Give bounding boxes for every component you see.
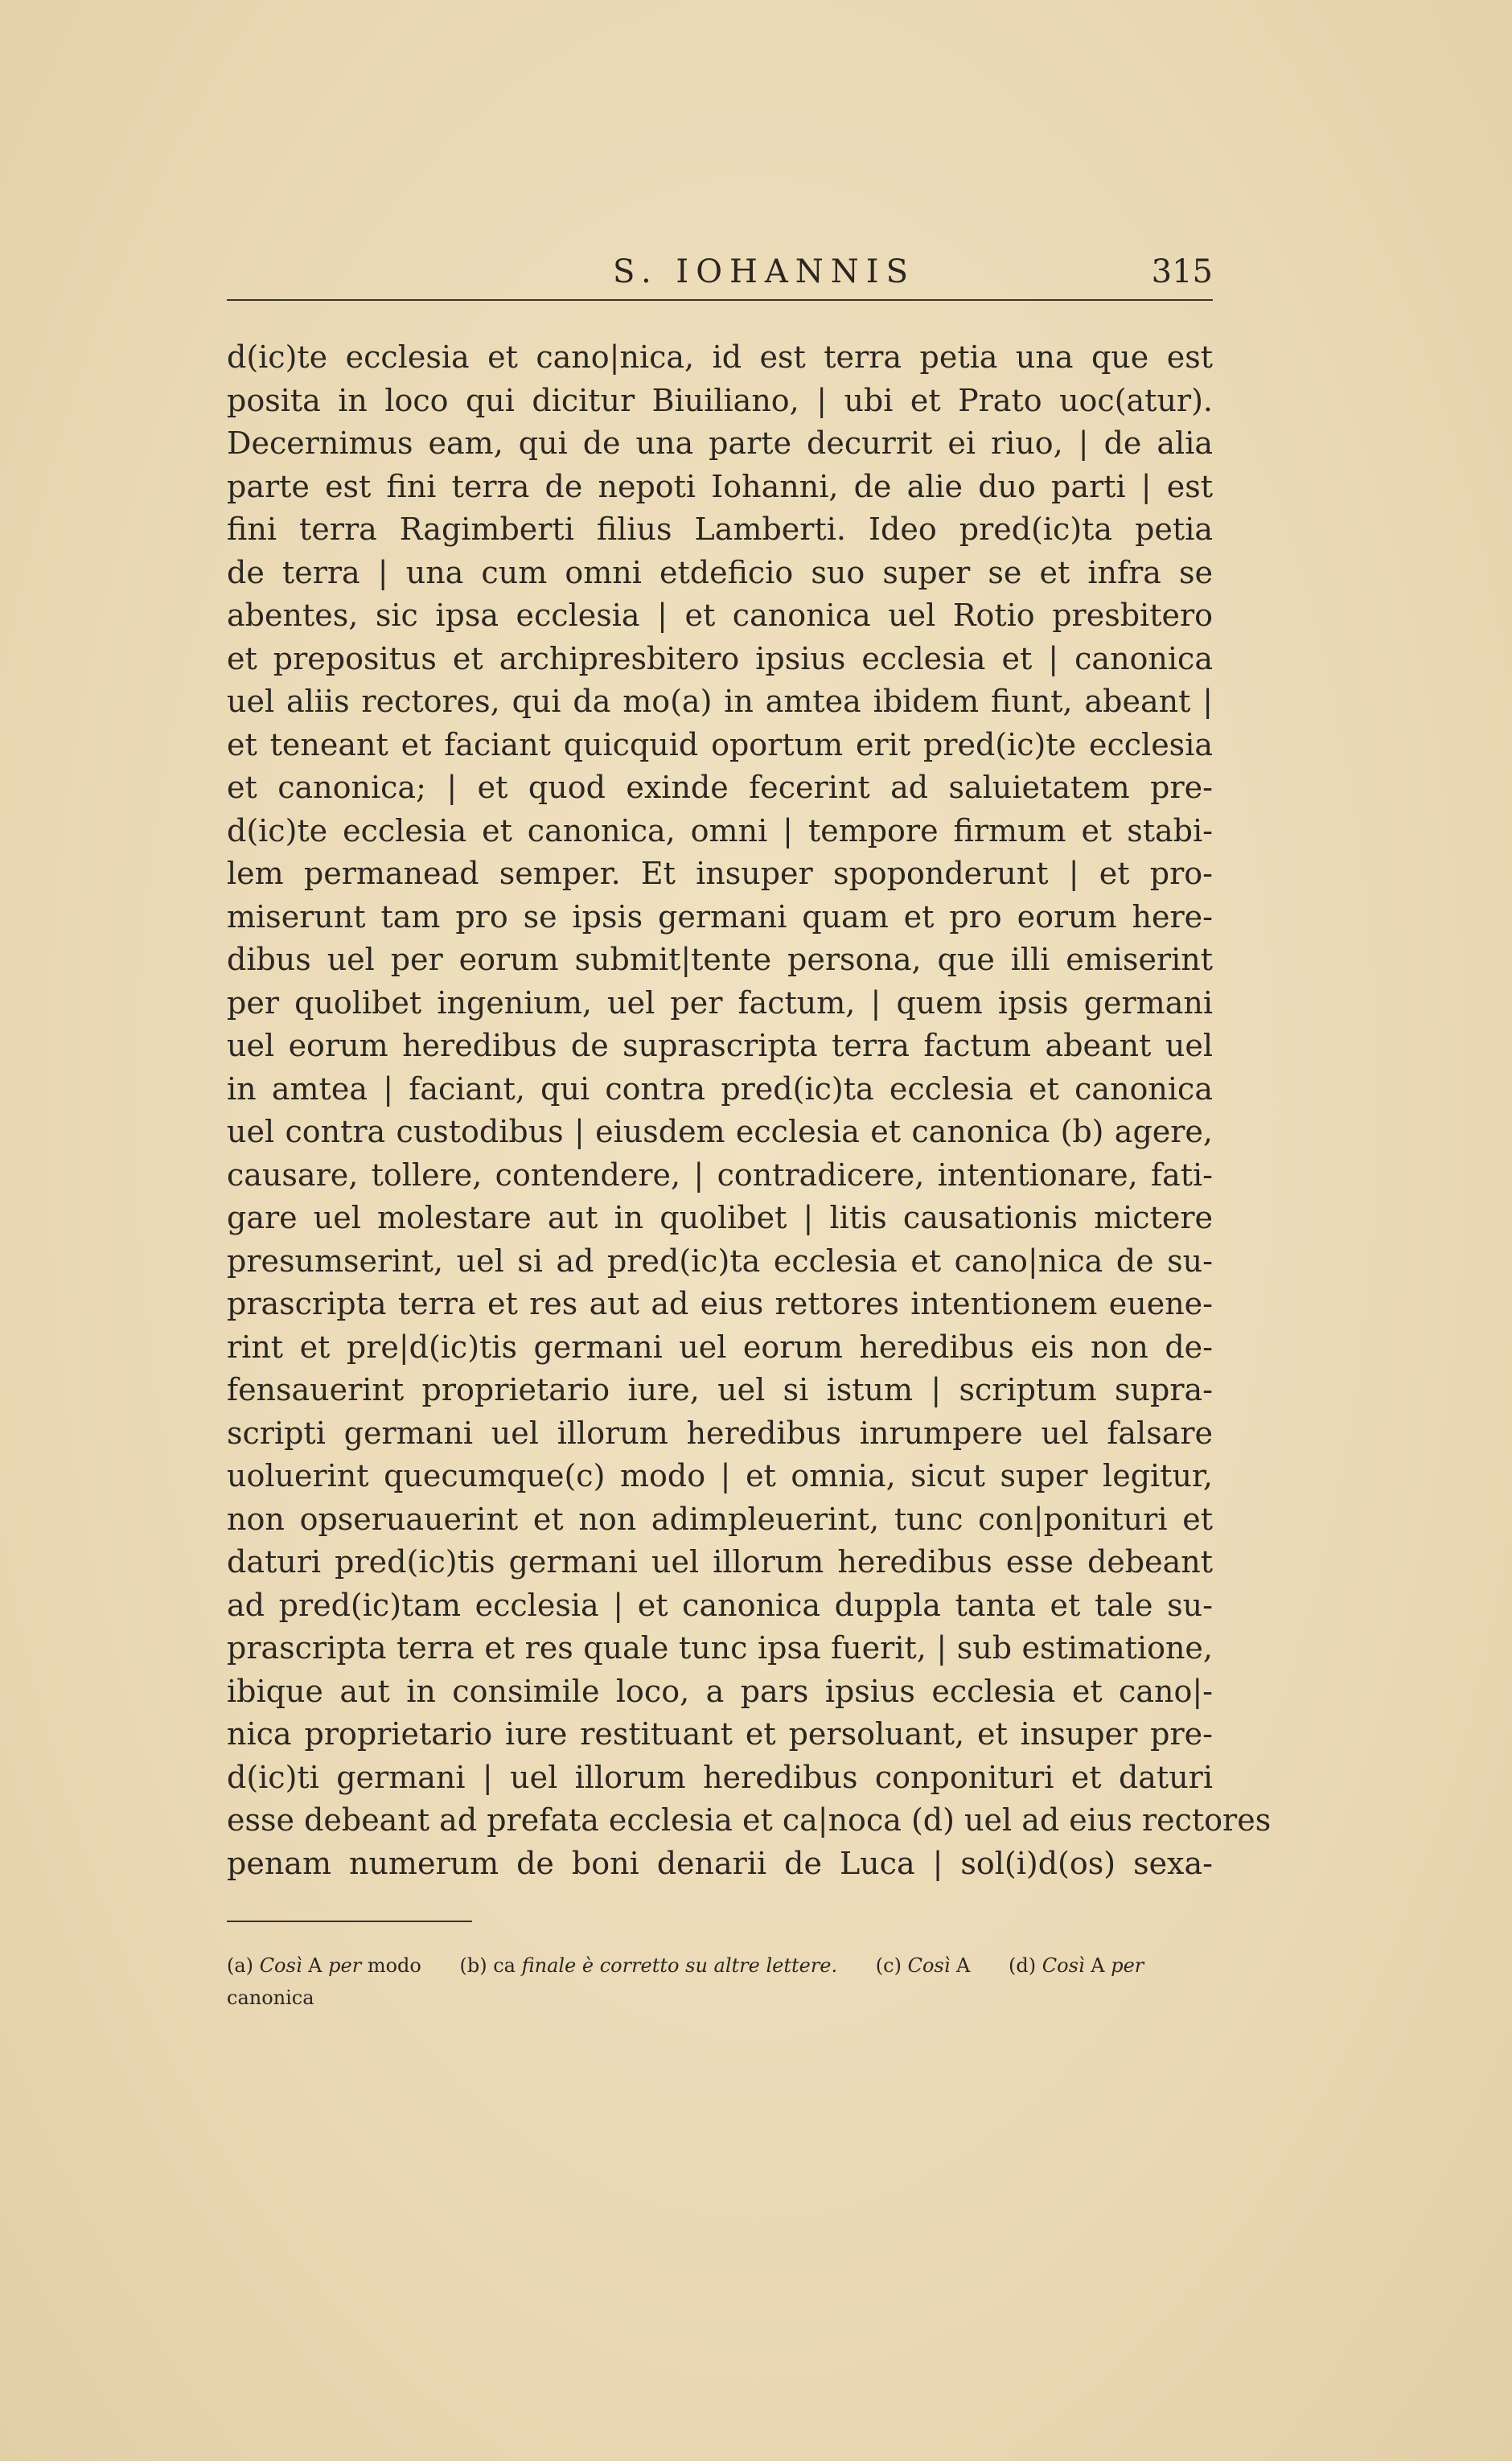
footnote-label: (a) <box>227 1954 254 1977</box>
text-line: fensauerint proprietario iure, uel si istum | scriptum supra- <box>227 1372 1213 1407</box>
text-line: ad pred(ic)tam ecclesia | et canonica duppla tanta et tale su- <box>227 1587 1213 1623</box>
text-line: fini terra Ragimberti filius Lamberti. Ideo pred(ic)ta petia <box>227 512 1213 547</box>
text-line: parte est fini terra de nepoti Iohanni, de alie duo parti | est <box>227 468 1213 504</box>
footnote-note: finale è corretto su altre lettere. <box>521 1954 838 1977</box>
text-line: et canonica; | et quod exinde fecerint ad saluietatem pre- <box>227 770 1213 805</box>
text-line: Decernimus eam, qui de una parte decurrit ei riuo, | de alia <box>227 425 1213 461</box>
footnote-note: Così <box>907 1954 951 1977</box>
footnote-ms: A <box>956 1954 971 1977</box>
text-line: d(ic)te ecclesia et cano|nica, id est terra petia una que est <box>227 339 1213 375</box>
footnote-rule <box>227 1921 472 1922</box>
text-line: abentes, sic ipsa ecclesia | et canonica uel Rotio presbitero <box>227 598 1213 633</box>
text-line: miserunt tam pro se ipsis germani quam et pro eorum here- <box>227 898 1213 935</box>
footnote-word: per <box>328 1954 362 1977</box>
text-line: posita in loco qui dicitur Biuiliano, | ubi et Prato uoc(atur). <box>227 382 1213 418</box>
text-line: ibique aut in consimile loco, a pars ipsius ecclesia et cano|- <box>227 1673 1213 1709</box>
footnote-d <box>1009 1949 1144 1982</box>
text-line: d(ic)te ecclesia et canonica, omni | tempore firmum et stabi- <box>227 812 1213 848</box>
text-line: dibus uel per eorum submit|tente persona, que illi emiserint <box>227 942 1213 977</box>
page-number: 315 <box>1151 253 1213 290</box>
text-line: uel contra custodibus | eiusdem ecclesia et canonica (b) agere, <box>227 1114 1213 1149</box>
header-rule <box>227 299 1213 301</box>
footnote-b <box>459 1949 837 1982</box>
footnote-note: Così <box>1042 1954 1085 1977</box>
text-line: per quolibet ingenium, uel per factum, | quem ipsis germani <box>227 984 1213 1021</box>
footnote-label: (b) <box>459 1954 487 1977</box>
text-line: scripti germani uel illorum heredibus inrumpere uel falsare <box>227 1415 1213 1451</box>
running-title: S. IOHANNIS <box>613 253 915 290</box>
text-line: daturi pred(ic)tis germani uel illorum heredibus esse debeant <box>227 1544 1213 1580</box>
footnote-continuation: canonica <box>227 1986 314 2009</box>
body-text <box>227 336 1272 1885</box>
footnote-line <box>227 1949 1213 1982</box>
footnote-word: per <box>1111 1954 1144 1977</box>
text-line: esse debeant ad prefata ecclesia et ca|noca (d) uel ad eius rectores <box>227 1802 1272 1838</box>
footnote-rest: modo <box>367 1954 421 1977</box>
footnote-ms: A <box>308 1954 323 1977</box>
running-head <box>227 248 1213 296</box>
text-line: gare uel molestare aut in quolibet | litis causationis mictere <box>227 1200 1213 1235</box>
text-line: rint et pre|d(ic)tis germani uel eorum heredibus eis non de- <box>227 1329 1213 1365</box>
footnote-ms: A <box>1091 1954 1105 1977</box>
text-line: presumserint, uel si ad pred(ic)ta ecclesia et cano|nica de su- <box>227 1243 1213 1279</box>
text-line: prascripta terra et res quale tunc ipsa fuerit, | sub estimatione, <box>227 1630 1213 1666</box>
text-line: et teneant et faciant quicquid oportum erit pred(ic)te ecclesia <box>227 726 1213 762</box>
footnote-word: ca <box>493 1954 516 1977</box>
text-line: uel eorum heredibus de suprascripta terra factum abeant uel <box>227 1028 1213 1063</box>
footnote-c <box>876 1949 971 1982</box>
footnotes <box>227 1949 1213 2014</box>
footnote-a <box>227 1949 421 1982</box>
text-line: causare, tollere, contendere, | contradicere, intentionare, fati- <box>227 1157 1213 1193</box>
text-line: uoluerint quecumque(c) modo | et omnia, sicut super legitur, <box>227 1458 1213 1493</box>
footnote-line <box>227 1982 1213 2014</box>
text-line: uel aliis rectores, qui da mo(a) in amtea ibidem fiunt, abeant | <box>227 684 1213 719</box>
text-line: d(ic)ti germani | uel illorum heredibus conponituri et daturi <box>227 1759 1213 1795</box>
footnote-label: (c) <box>875 1954 902 1977</box>
text-line: non opseruauerint et non adimpleuerint, tunc con|ponituri et <box>227 1501 1213 1537</box>
text-line: prascripta terra et res aut ad eius rettores intentionem euene- <box>227 1286 1213 1321</box>
text-line: lem permanead semper. Et insuper spoponderunt | et pro- <box>227 856 1213 891</box>
footnote-label: (d) <box>1009 1954 1037 1977</box>
text-line: de terra | una cum omni etdeficio suo super se et infra se <box>227 554 1213 590</box>
text-line: penam numerum de boni denarii de Luca | sol(i)d(os) sexa- <box>227 1845 1213 1881</box>
text-line: et prepositus et archipresbitero ipsius ecclesia et | canonica <box>227 640 1213 676</box>
text-line: in amtea | faciant, qui contra pred(ic)ta ecclesia et canonica <box>227 1070 1213 1107</box>
footnote-note: Così <box>259 1954 302 1977</box>
text-line: nica proprietario iure restituant et persoluant, et insuper pre- <box>227 1716 1213 1752</box>
